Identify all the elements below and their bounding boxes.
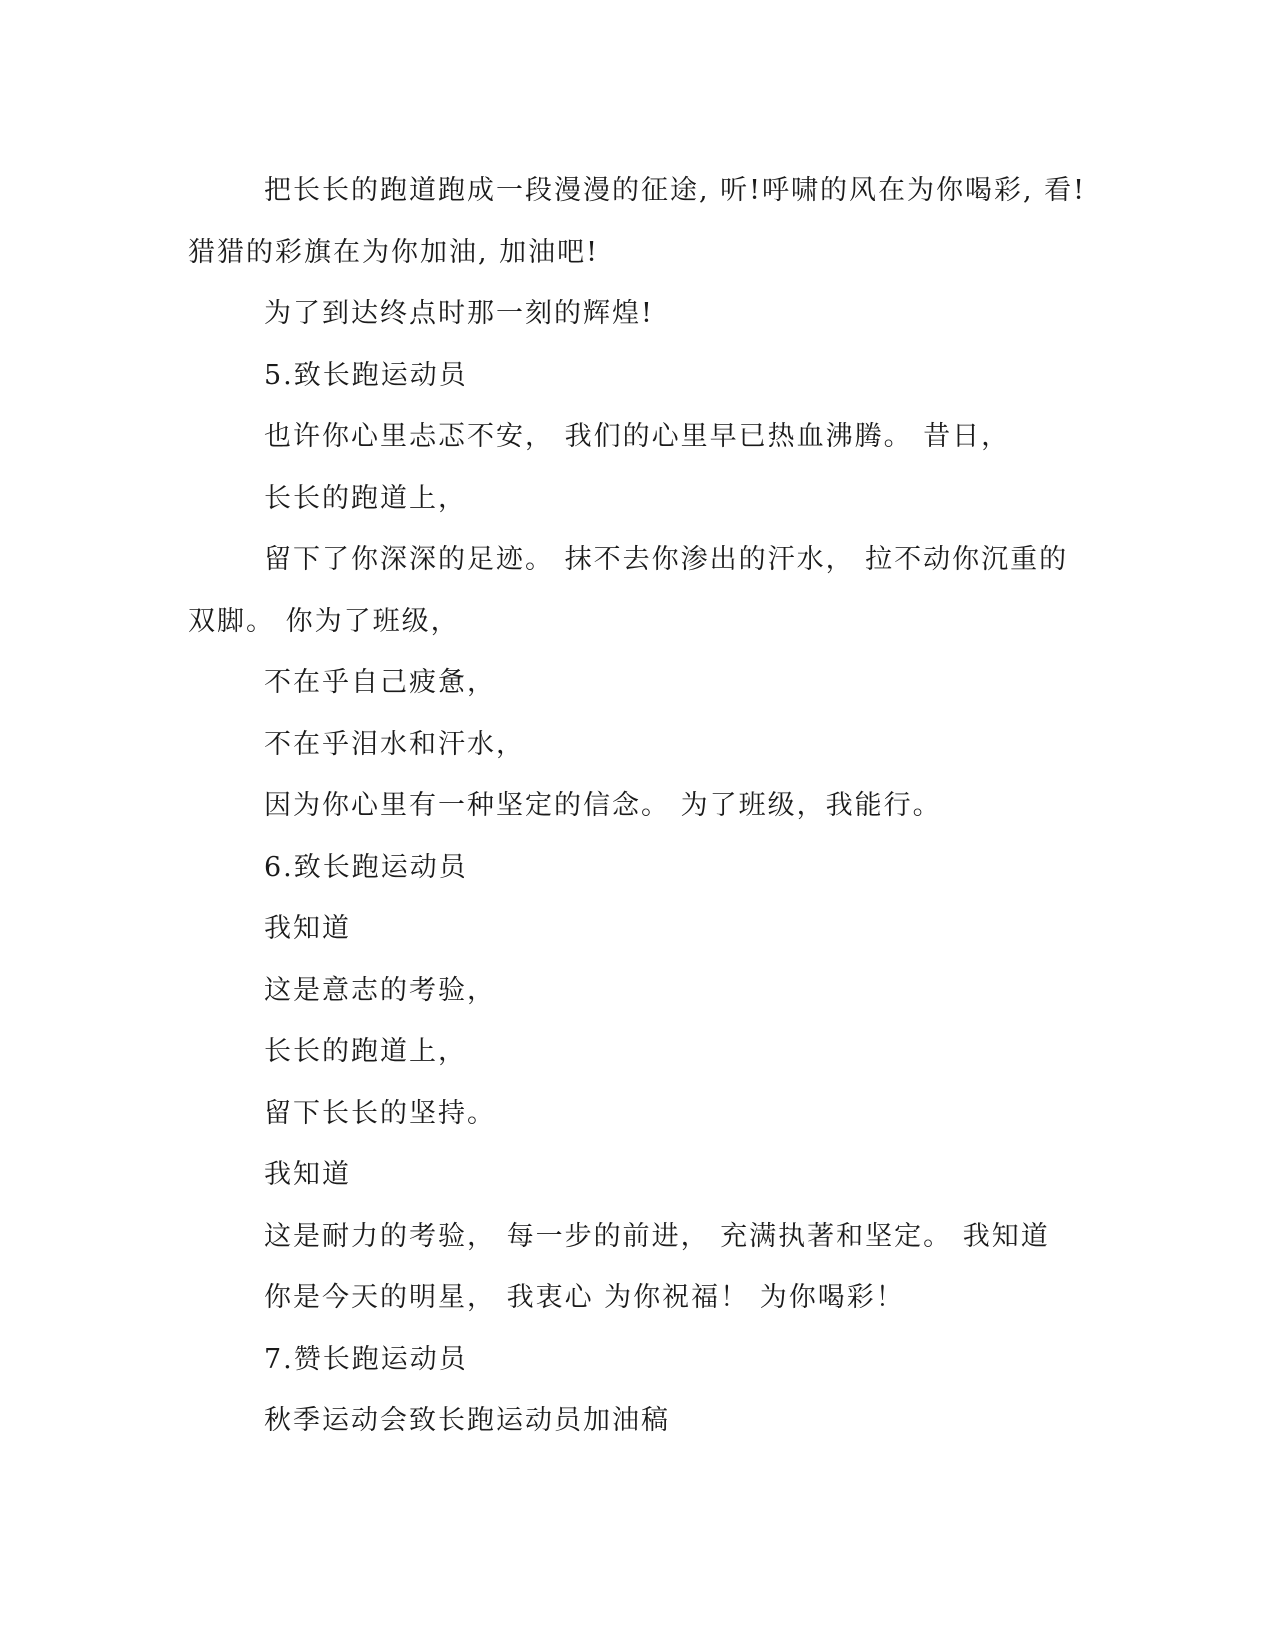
section-heading: 5.致长跑运动员 xyxy=(264,359,468,391)
paragraph-line: 这是意志的考验， xyxy=(264,974,496,1006)
section-heading: 7.赞长跑运动员 xyxy=(264,1343,468,1375)
paragraph-line: 猎猎的彩旗在为你加油, 加油吧! xyxy=(188,236,600,268)
paragraph-line: 我知道 xyxy=(264,1159,351,1190)
paragraph-line: 因为你心里有一种坚定的信念。 为了班级，我能行。 xyxy=(264,790,942,821)
paragraph-line: 长长的跑道上， xyxy=(264,482,467,514)
paragraph-line: 秋季运动会致长跑运动员加油稿 xyxy=(264,1405,670,1436)
paragraph-line: 这是耐力的考验， 每一步的前进， 充满执著和坚定。 我知道 xyxy=(264,1220,1050,1252)
section-heading: 6.致长跑运动员 xyxy=(264,851,468,883)
paragraph-line: 不在乎自己疲惫， xyxy=(264,667,496,698)
paragraph-line: 长长的跑道上， xyxy=(264,1036,467,1067)
paragraph-line: 为了到达终点时那一刻的辉煌! xyxy=(264,298,654,329)
paragraph-line: 你是今天的明星， 我衷心 为你祝福！ 为你喝彩！ xyxy=(264,1282,905,1313)
paragraph-line: 双脚。 你为了班级， xyxy=(188,605,460,637)
paragraph-line: 也许你心里忐忑不安， 我们的心里早已热血沸腾。 昔日， xyxy=(264,421,1011,452)
document-body xyxy=(188,160,1087,1452)
paragraph-line: 我知道 xyxy=(264,913,351,944)
paragraph-line: 留下长长的坚持。 xyxy=(264,1097,496,1129)
paragraph-line: 把长长的跑道跑成一段漫漫的征途, 听!呼啸的风在为你喝彩, 看! xyxy=(264,175,1087,206)
paragraph-line: 不在乎泪水和汗水， xyxy=(264,728,525,760)
paragraph-line: 留下了你深深的足迹。 抹不去你渗出的汗水， 拉不动你沉重的 xyxy=(264,544,1069,575)
